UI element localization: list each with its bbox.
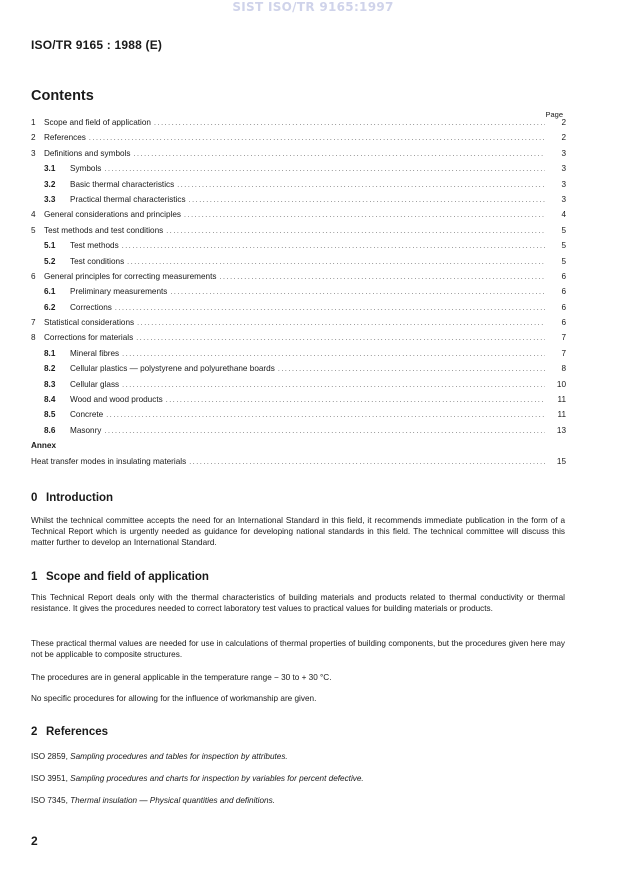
toc-entry <box>31 349 566 364</box>
toc-dot-leader <box>137 320 545 327</box>
toc-entry-page: 2 <box>561 118 566 127</box>
toc-entry-title: Masonry <box>70 425 102 435</box>
reference-item <box>31 774 565 785</box>
toc-entry-page: 6 <box>561 271 566 281</box>
toc-dot-leader <box>122 351 545 358</box>
toc-entry-page: 11 <box>557 395 566 405</box>
toc-dot-leader <box>170 289 545 296</box>
reference-title: Sampling procedures and tables for inspection by attributes. <box>70 752 288 761</box>
toc-entry-page: 11 <box>557 410 566 420</box>
contents-title: Contents <box>31 88 94 104</box>
toc-dot-leader <box>133 151 545 158</box>
toc-entry-title: General considerations and principles <box>44 210 181 220</box>
toc-entry-page: 7 <box>561 348 566 358</box>
toc-entry-number: 3.3 <box>44 194 56 204</box>
toc-entry-title: Scope and field of application <box>44 118 151 127</box>
toc-entry-title: Symbols <box>70 164 102 174</box>
toc-entry-number: 1 <box>31 118 36 127</box>
toc-entry <box>31 380 566 395</box>
toc-entry <box>31 395 566 410</box>
toc-dot-leader <box>122 382 545 389</box>
references-heading <box>31 726 108 738</box>
toc-entry-page: 10 <box>556 379 566 389</box>
table-of-contents <box>31 118 566 472</box>
toc-entry-title: Test methods and test conditions <box>44 225 164 235</box>
toc-entry <box>31 318 566 333</box>
toc-entry-number: 6 <box>31 271 36 281</box>
toc-dot-leader <box>166 397 545 404</box>
toc-dot-leader <box>184 212 545 219</box>
toc-entry-title: Heat transfer modes in insulating materials <box>31 456 187 466</box>
toc-entry-number: 8.2 <box>44 364 56 374</box>
toc-entry <box>31 272 566 287</box>
toc-dot-leader <box>136 335 545 342</box>
toc-entry-title: Cellular plastics — polystyrene and polyurethane boards <box>70 364 275 374</box>
toc-entry-page: 5 <box>561 225 566 235</box>
toc-entry-page: 2 <box>561 133 566 143</box>
scope-paragraph-2: These practical thermal values are needed for use in calculations of thermal properties of building components, but the procedures given here may not be applicable to composite structures. <box>31 639 565 659</box>
section-title: Scope and field of application <box>46 571 209 583</box>
reference-code: ISO 2859, <box>31 752 68 761</box>
toc-entry-number: 2 <box>31 133 36 143</box>
toc-entry-title: Concrete <box>70 410 104 420</box>
toc-entry <box>31 426 566 441</box>
toc-entry-number: 8.5 <box>44 410 56 420</box>
introduction-heading <box>31 492 113 504</box>
toc-dot-leader <box>219 274 545 281</box>
scope-heading <box>31 571 209 583</box>
toc-entry-number: 8.6 <box>44 425 56 435</box>
section-number: 0 <box>31 492 38 504</box>
scope-paragraph-4: No specific procedures for allowing for the influence of workmanship are given. <box>31 694 317 703</box>
toc-entry-page: 3 <box>561 194 566 204</box>
toc-entry-page: 6 <box>561 302 566 312</box>
toc-entry-title: Test conditions <box>70 256 125 266</box>
toc-entry-title: Basic thermal characteristics <box>70 179 175 189</box>
toc-entry-title: References <box>44 133 86 143</box>
toc-entry <box>31 210 566 225</box>
toc-entry <box>31 118 566 133</box>
section-title: Introduction <box>46 492 114 504</box>
toc-entry-number: 5.2 <box>44 256 56 266</box>
toc-annex-heading: Annex <box>31 441 57 451</box>
toc-entry-number: 8 <box>31 333 36 343</box>
toc-entry-page: 4 <box>561 210 566 220</box>
toc-entry-page: 5 <box>561 256 566 266</box>
toc-entry-title: Mineral fibres <box>70 348 120 358</box>
toc-entry-number: 3.1 <box>44 164 56 174</box>
toc-entry-title: Preliminary measurements <box>70 287 168 297</box>
reference-code: ISO 7345, <box>31 796 68 805</box>
toc-dot-leader <box>278 366 545 373</box>
scope-paragraph-3: The procedures are in general applicable in the temperature range − 30 to + 30 °C. <box>31 673 332 682</box>
toc-entry <box>31 226 566 241</box>
document-id: ISO/TR 9165 : 1988 (E) <box>31 38 163 52</box>
toc-entry-number: 4 <box>31 210 36 220</box>
toc-entry-page: 6 <box>561 318 566 328</box>
toc-entry-title: Corrections for materials <box>44 333 134 343</box>
reference-code: ISO 3951, <box>31 774 68 783</box>
toc-entry-number: 8.1 <box>44 348 56 358</box>
toc-entry <box>31 257 566 272</box>
section-number: 2 <box>31 726 38 738</box>
toc-entry-title: Practical thermal characteristics <box>70 194 186 204</box>
toc-entry <box>31 457 566 472</box>
toc-entry-page: 8 <box>561 364 566 374</box>
toc-dot-leader <box>122 243 545 250</box>
section-title: References <box>46 726 109 738</box>
toc-entry <box>31 333 566 348</box>
toc-entry-number: 6.2 <box>44 302 56 312</box>
toc-entry <box>31 195 566 210</box>
toc-entry <box>31 364 566 379</box>
toc-entry-number: 5 <box>31 225 36 235</box>
toc-dot-leader <box>89 135 545 142</box>
watermark: SIST ISO/TR 9165:1997 <box>232 0 394 14</box>
toc-entry-page: 15 <box>556 456 566 466</box>
toc-entry-title: Statistical considerations <box>44 318 135 328</box>
toc-entry-number: 3.2 <box>44 179 56 189</box>
toc-entry-number: 3 <box>31 148 36 158</box>
section-number: 1 <box>31 571 38 583</box>
toc-dot-leader <box>127 259 545 266</box>
toc-entry-number: 8.3 <box>44 379 56 389</box>
toc-entry-page: 3 <box>561 164 566 174</box>
toc-dot-leader <box>154 120 545 127</box>
toc-dot-leader <box>189 197 545 204</box>
reference-item <box>31 796 565 807</box>
toc-entry-page: 13 <box>556 425 566 435</box>
toc-entry-page: 3 <box>561 179 566 189</box>
toc-entry-number: 7 <box>31 318 36 328</box>
toc-entry-page: 6 <box>561 287 566 297</box>
toc-dot-leader <box>106 412 545 419</box>
toc-dot-leader <box>104 166 545 173</box>
toc-entry-title: Cellular glass <box>70 379 120 389</box>
toc-entry-title: Corrections <box>70 302 112 312</box>
toc-entry-page: 3 <box>561 148 566 158</box>
toc-dot-leader <box>115 305 545 312</box>
toc-entry <box>31 149 566 164</box>
reference-title: Sampling procedures and charts for inspection by variables for percent defective. <box>70 774 364 783</box>
toc-dot-leader <box>189 459 545 466</box>
introduction-text: Whilst the technical committee accepts the need for an International Standard in this field, it recommends immediate publication in the form of a Technical Report which is urgently needed as guidance for developing national standards in this field. The technical committee will discuss this matter further to develop an International Standard. <box>31 516 565 547</box>
toc-dot-leader <box>166 228 545 235</box>
toc-entry-page: 7 <box>561 333 566 343</box>
toc-entry-number: 5.1 <box>44 241 56 251</box>
toc-entry <box>31 303 566 318</box>
reference-item <box>31 752 565 763</box>
reference-title: Thermal insulation — Physical quantities and definitions. <box>70 796 275 805</box>
toc-entry <box>31 287 566 302</box>
toc-dot-leader <box>177 182 545 189</box>
toc-entry-title: Wood and wood products <box>70 395 163 405</box>
toc-entry-title: General principles for correcting measurements <box>44 271 217 281</box>
scope-paragraph-1: This Technical Report deals only with the thermal characteristics of building materials and products related to thermal conductivity or thermal resistance. It gives the procedures needed to correct laboratory test values to practical values for building materials or products. <box>31 593 565 613</box>
toc-dot-leader <box>104 428 545 435</box>
toc-entry-title: Definitions and symbols <box>44 148 131 158</box>
toc-entry-page: 5 <box>561 241 566 251</box>
page-column-label: Page <box>545 110 563 119</box>
toc-entry <box>31 241 566 256</box>
toc-entry-title: Test methods <box>70 241 119 251</box>
toc-entry-number: 8.4 <box>44 395 56 405</box>
toc-entry <box>31 180 566 195</box>
toc-entry <box>31 133 566 148</box>
toc-entry <box>31 164 566 179</box>
page-number: 2 <box>31 834 38 848</box>
toc-entry-number: 6.1 <box>44 287 56 297</box>
toc-entry <box>31 410 566 425</box>
